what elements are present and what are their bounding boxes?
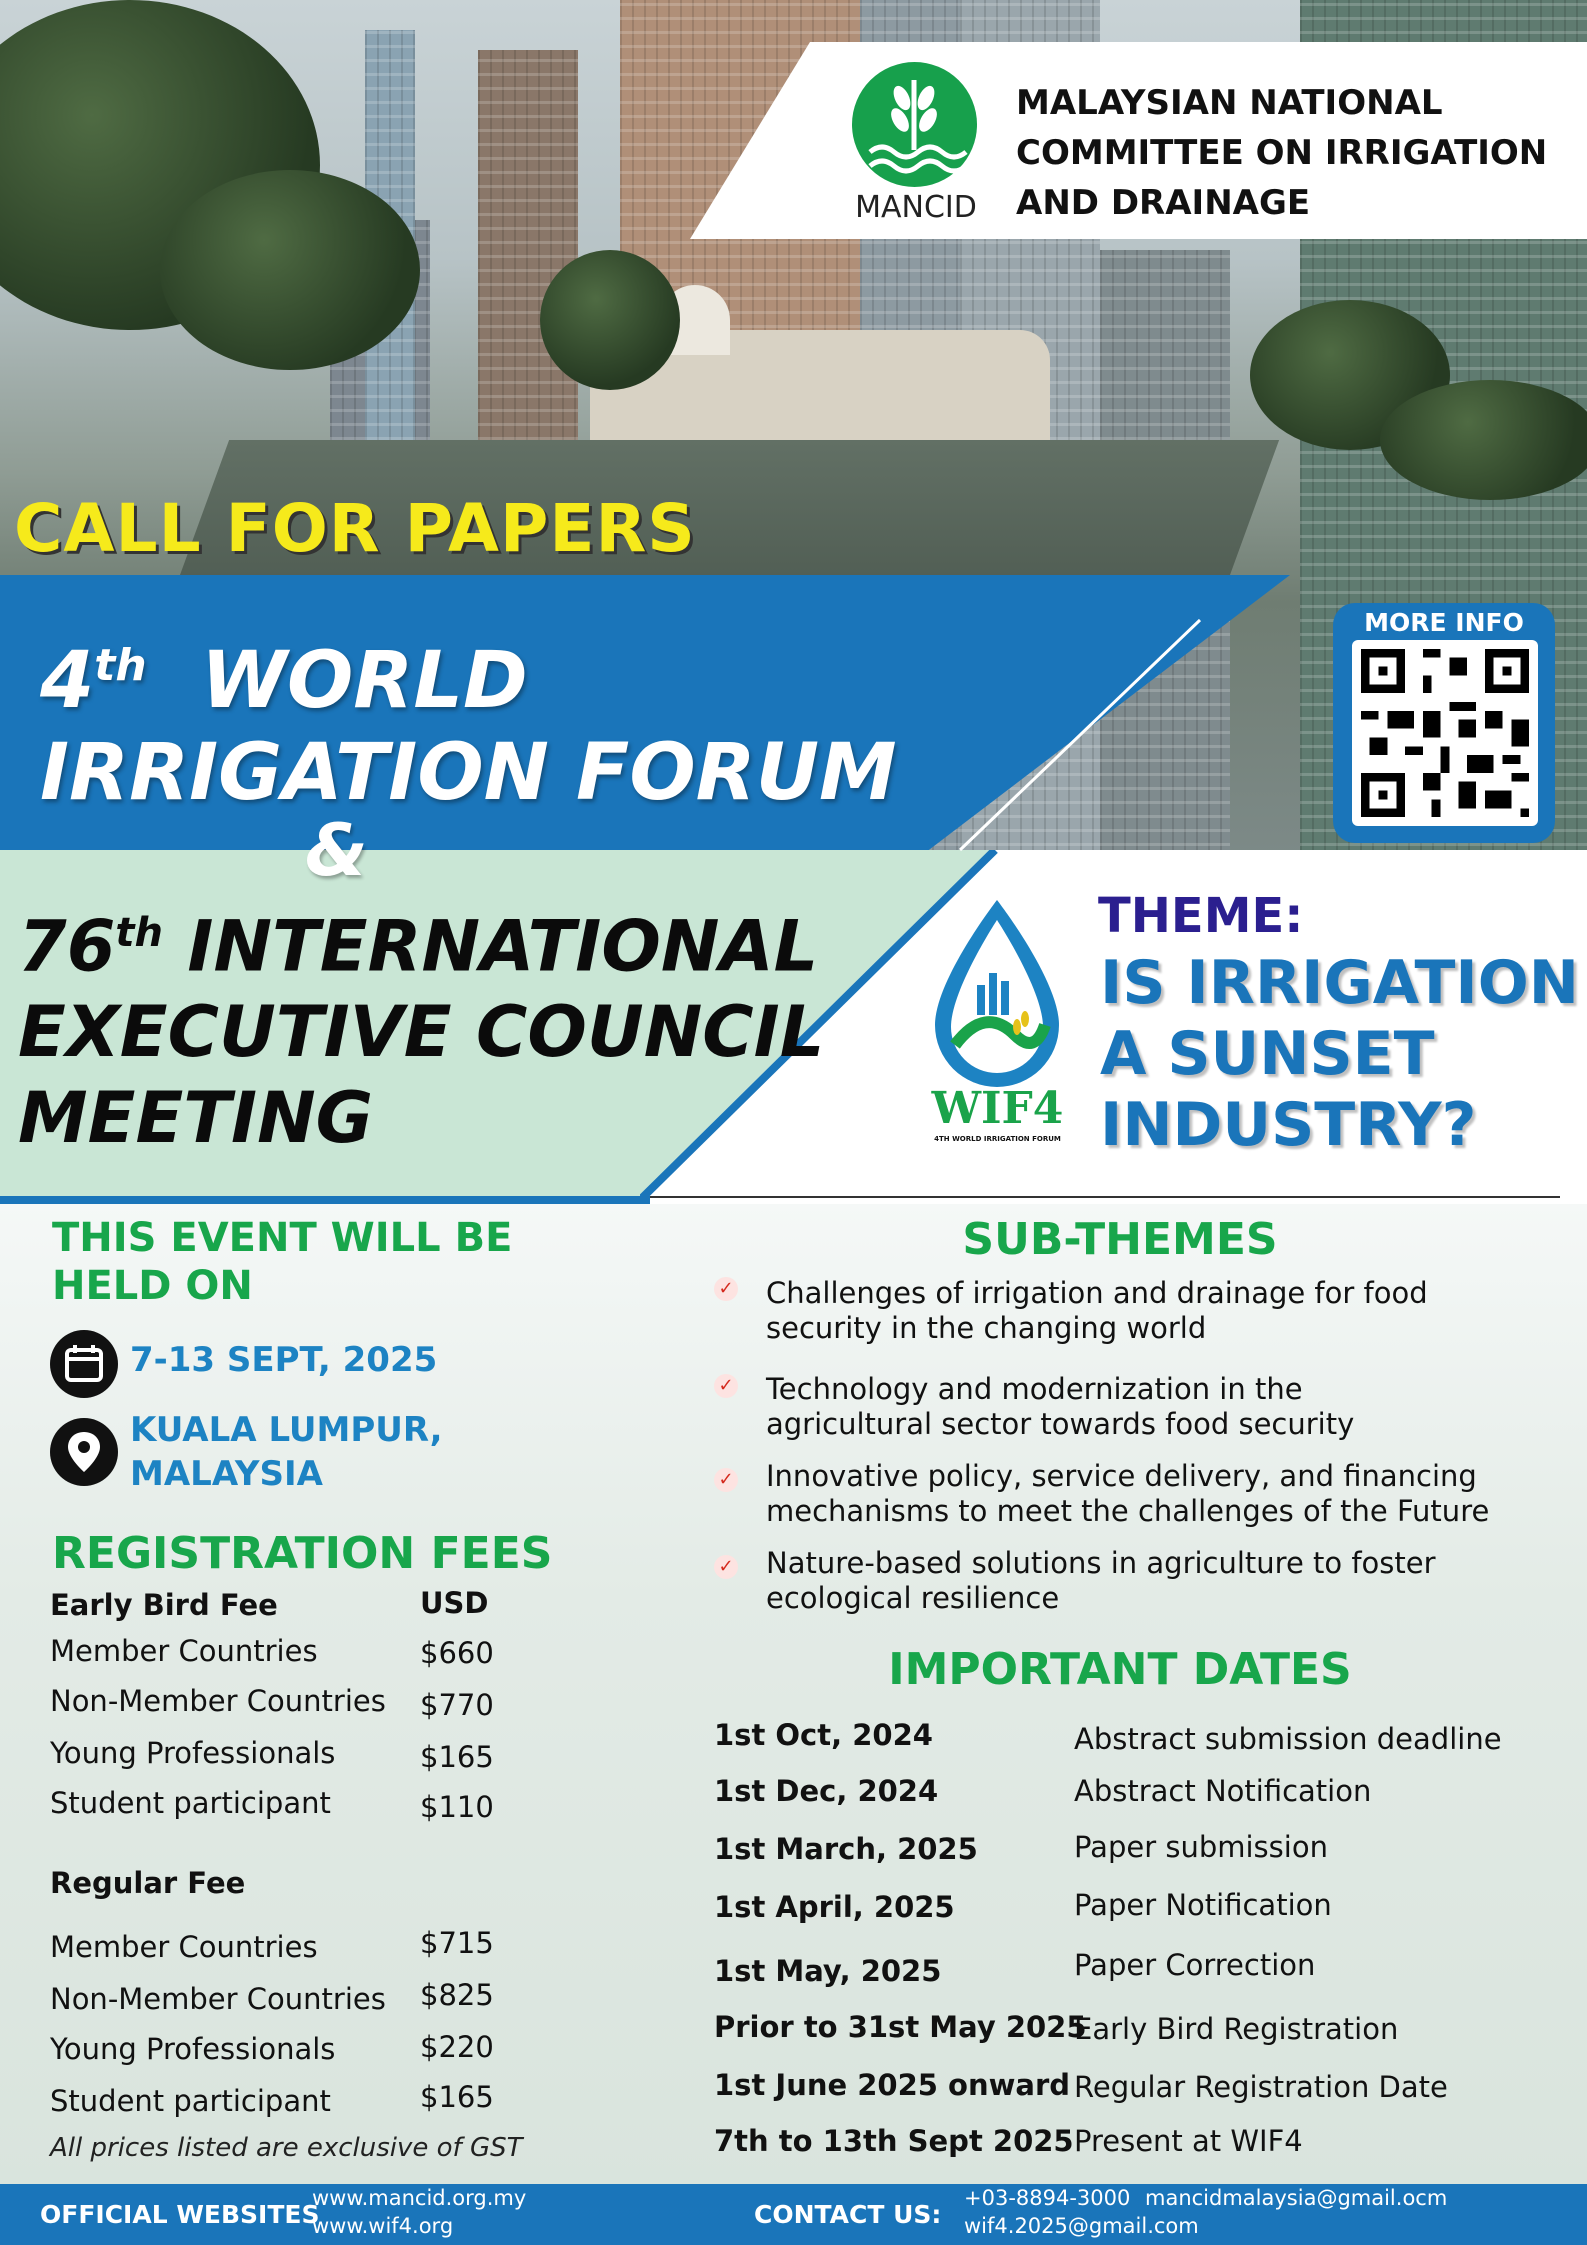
- org-short-name: MANCID: [855, 190, 977, 225]
- fee-price: $165: [420, 2080, 494, 2114]
- sub-theme-line: agricultural sector towards food security: [766, 1407, 1355, 1441]
- date-cell: 1st June 2025 onward: [714, 2068, 1071, 2102]
- sub-theme-item: [766, 1546, 1526, 1616]
- contact-phone[interactable]: +03-8894-3000: [964, 2186, 1131, 2210]
- theme-line: IS IRRIGATION: [1100, 948, 1579, 1018]
- call-for-papers-heading: CALL FOR PAPERS: [14, 490, 696, 567]
- contact-email[interactable]: wif4.2025@gmail.com: [964, 2214, 1199, 2238]
- website-link[interactable]: www.wif4.org: [312, 2214, 454, 2238]
- date-cell: 7th to 13th Sept 2025: [714, 2124, 1074, 2158]
- org-name-line: COMMITTEE ON IRRIGATION: [1016, 133, 1548, 173]
- tree: [540, 250, 680, 390]
- fee-category: Young Professionals: [50, 2032, 336, 2066]
- sub-theme-item: [766, 1372, 1526, 1442]
- water-drop-logo-icon: [925, 895, 1070, 1095]
- sub-theme-line: security in the changing world: [766, 1311, 1207, 1345]
- theme-line: INDUSTRY?: [1100, 1090, 1477, 1160]
- checkmark-icon: ✓: [714, 1374, 738, 1398]
- sub-themes-heading: SUB-THEMES: [962, 1214, 1278, 1265]
- divider-line: [640, 1196, 1560, 1198]
- sub-theme-line: Challenges of irrigation and drainage for food: [766, 1276, 1428, 1310]
- date-cell: 1st April, 2025: [714, 1890, 955, 1924]
- sub-theme-line: Nature-based solutions in agriculture to foster: [766, 1546, 1436, 1580]
- date-event-cell: Present at WIF4: [1074, 2124, 1303, 2158]
- event-heading: [52, 1214, 552, 1310]
- fee-price: $715: [420, 1926, 494, 1960]
- early-bird-label: Early Bird Fee: [50, 1588, 278, 1622]
- checkmark-icon: ✓: [714, 1277, 738, 1301]
- blue-underline: [0, 1196, 650, 1204]
- sub-theme-item: [766, 1276, 1526, 1346]
- location-line: KUALA LUMPUR,: [130, 1410, 443, 1450]
- fee-category: Member Countries: [50, 1930, 318, 1964]
- regular-fee-label: Regular Fee: [50, 1866, 246, 1900]
- registration-heading: REGISTRATION FEES: [52, 1528, 553, 1579]
- forum-title: [40, 620, 897, 819]
- fee-price: $165: [420, 1740, 494, 1774]
- date-event-cell: Abstract Notification: [1074, 1774, 1372, 1808]
- theme-label: THEME:: [1098, 888, 1304, 944]
- tree: [160, 170, 420, 370]
- rice-plant-icon: [852, 62, 977, 187]
- checkmark-icon: ✓: [714, 1468, 738, 1492]
- more-info-label: MORE INFO: [1364, 608, 1524, 637]
- fee-category: Student participant: [50, 2084, 331, 2118]
- sub-theme-line: ecological resilience: [766, 1581, 1060, 1615]
- contact-email[interactable]: mancidmalaysia@gmail.ocm: [1145, 2186, 1448, 2210]
- theme-text: [1100, 948, 1579, 1161]
- org-name-line: MALAYSIAN NATIONAL: [1016, 83, 1443, 123]
- date-event-cell: Early Bird Registration: [1074, 2012, 1399, 2046]
- important-dates-heading: IMPORTANT DATES: [888, 1644, 1352, 1695]
- price-note: All prices listed are exclusive of GST: [50, 2133, 523, 2163]
- date-event-cell: Paper Correction: [1074, 1948, 1316, 1982]
- fee-category: Student participant: [50, 1786, 331, 1820]
- sub-theme-line: mechanisms to meet the challenges of the Future: [766, 1494, 1490, 1528]
- fee-category: Member Countries: [50, 1634, 318, 1668]
- location-pin-icon: [50, 1418, 118, 1486]
- sub-theme-line: Technology and modernization in the: [766, 1372, 1303, 1406]
- date-cell: 1st Oct, 2024: [714, 1718, 933, 1752]
- fee-price: $825: [420, 1978, 494, 2012]
- org-full-name: [1016, 78, 1576, 228]
- checkmark-icon: ✓: [714, 1555, 738, 1579]
- event-heading-line: HELD ON: [52, 1263, 253, 1309]
- event-date: 7-13 SEPT, 2025: [130, 1340, 438, 1380]
- wif4-logo: [925, 895, 1070, 1155]
- website-link[interactable]: www.mancid.org.my: [312, 2186, 527, 2210]
- council-title-line2: EXECUTIVE COUNCIL: [18, 991, 825, 1074]
- fee-category: Young Professionals: [50, 1736, 336, 1770]
- date-cell: 1st May, 2025: [714, 1954, 942, 1988]
- date-event-cell: Regular Registration Date: [1074, 2070, 1448, 2104]
- org-name-line: AND DRAINAGE: [1016, 183, 1311, 223]
- white-diagonal-line: [950, 615, 1210, 855]
- fee-price: $660: [420, 1636, 494, 1670]
- qr-code-icon: [1352, 640, 1538, 826]
- mancid-logo: [852, 62, 977, 187]
- date-cell: 1st March, 2025: [714, 1832, 978, 1866]
- forum-title-line1: 4th WORLD: [40, 636, 528, 726]
- theme-line: A SUNSET: [1100, 1019, 1435, 1089]
- currency-label: USD: [420, 1586, 489, 1620]
- ampersand: &: [305, 808, 368, 892]
- date-event-cell: Paper submission: [1074, 1830, 1328, 1864]
- council-title-line1: 76th INTERNATIONAL: [18, 905, 819, 988]
- calendar-icon: [50, 1330, 118, 1398]
- fee-price: $220: [420, 2030, 494, 2064]
- date-event-cell: Paper Notification: [1074, 1888, 1332, 1922]
- forum-title-line2: IRRIGATION FORUM: [40, 728, 897, 818]
- date-cell: 1st Dec, 2024: [714, 1774, 939, 1808]
- fee-price: $770: [420, 1688, 494, 1722]
- sub-theme-line: Innovative policy, service delivery, and financing: [766, 1459, 1477, 1493]
- websites-label: OFFICIAL WEBSITES: [40, 2200, 320, 2229]
- wif4-tagline: 4TH WORLD IRRIGATION FORUM: [934, 1135, 1061, 1143]
- fee-category: Non-Member Countries: [50, 1982, 386, 2016]
- contact-label: CONTACT US:: [754, 2200, 942, 2229]
- footer-bar: [0, 2184, 1587, 2245]
- location-line: MALAYSIA: [130, 1454, 323, 1494]
- date-event-cell: Abstract submission deadline: [1074, 1722, 1502, 1756]
- fee-category: Non-Member Countries: [50, 1684, 386, 1718]
- qr-code[interactable]: [1352, 640, 1538, 826]
- event-heading-line: THIS EVENT WILL BE: [52, 1215, 513, 1261]
- tree: [1380, 380, 1587, 500]
- fee-price: $110: [420, 1790, 494, 1824]
- council-title: [18, 890, 824, 1161]
- event-location: [130, 1408, 443, 1496]
- sub-theme-item: [766, 1459, 1526, 1529]
- council-title-line3: MEETING: [18, 1077, 374, 1160]
- date-cell: Prior to 31st May 2025: [714, 2010, 1087, 2044]
- wif4-wordmark: WIF4: [931, 1083, 1064, 1134]
